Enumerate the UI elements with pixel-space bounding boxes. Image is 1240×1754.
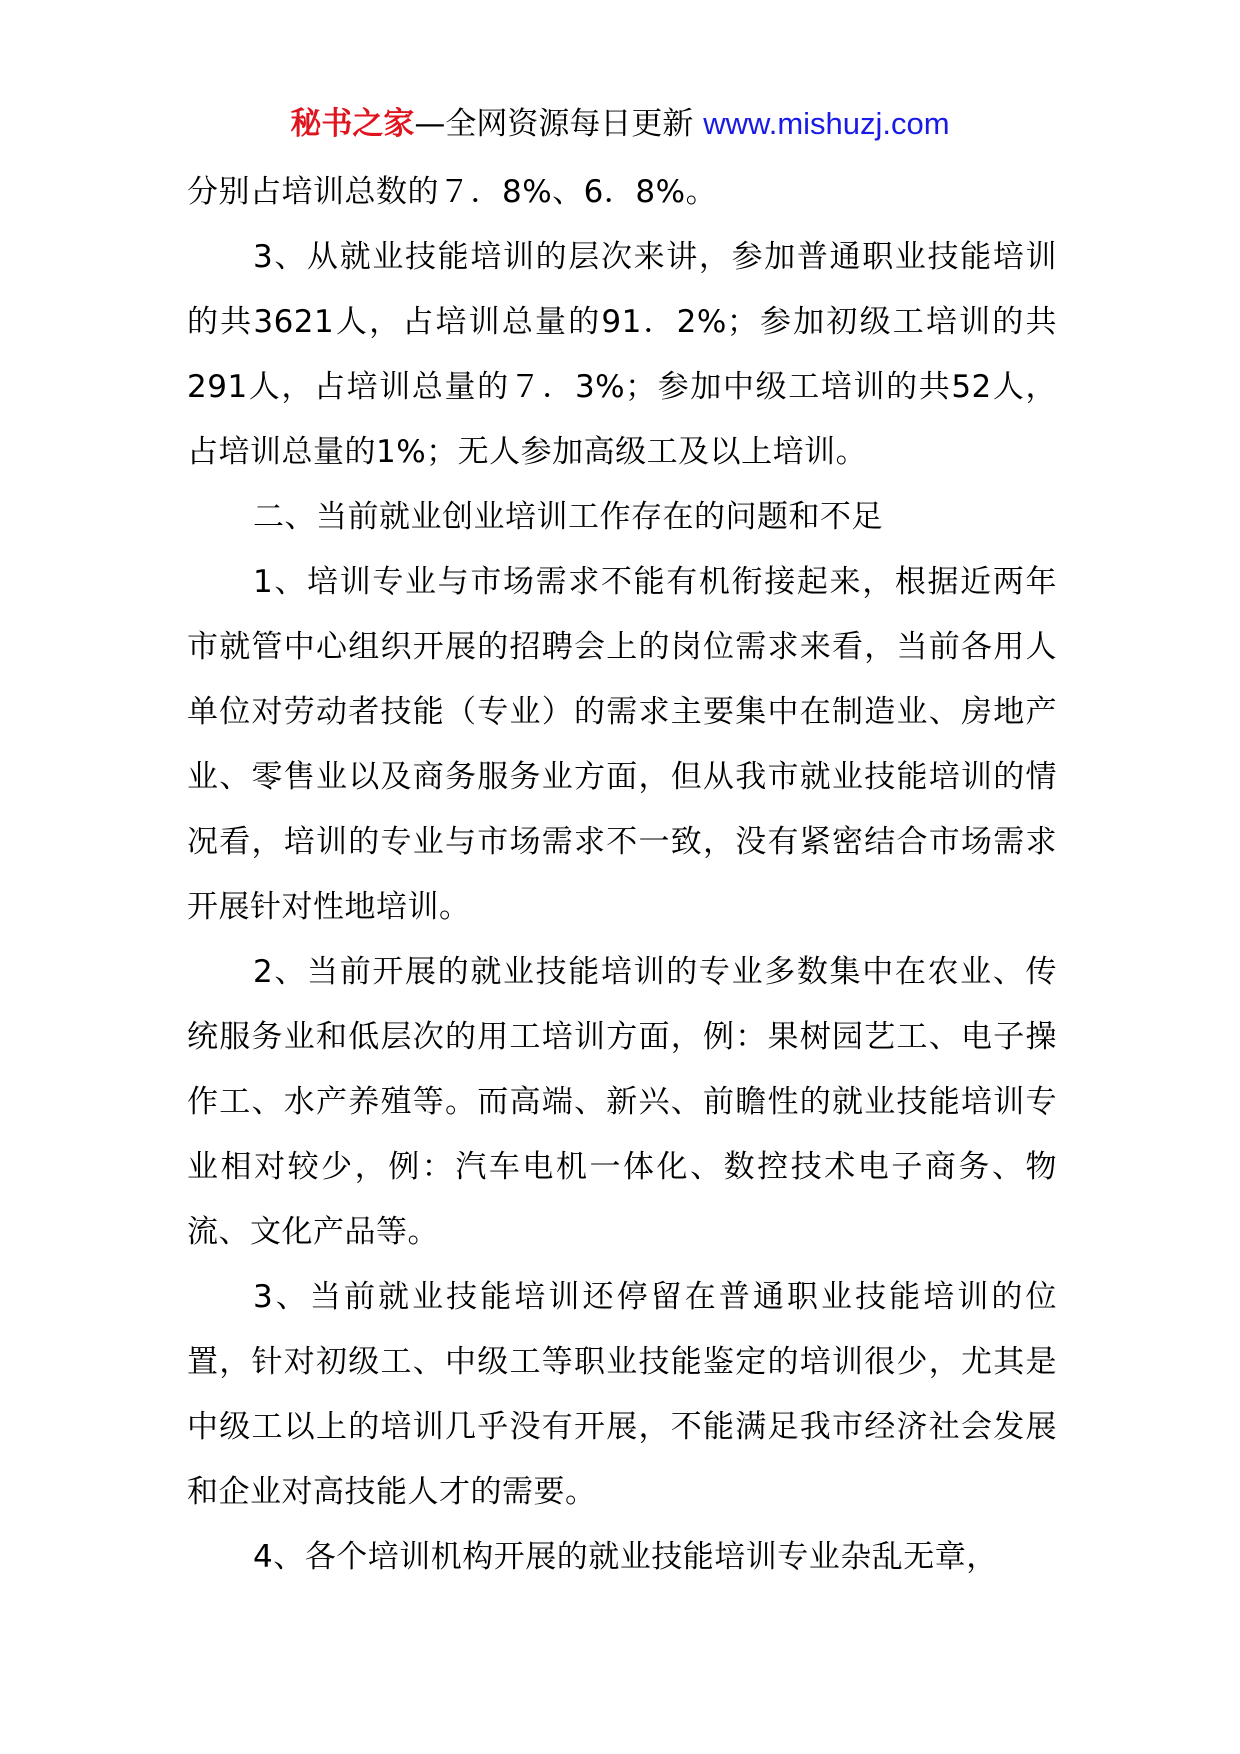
paragraph-continuation: 分别占培训总数的７．8%、6．8%。 bbox=[187, 174, 718, 210]
header-url-link[interactable]: www.mishuzj.com bbox=[703, 106, 950, 141]
paragraph-problem-2: 2、当前开展的就业技能培训的专业多数集中在农业、传统服务业和低层次的用工培训方面，例：果树园艺工、电子操作工、水产养殖等。而高端、新兴、前瞻性的就业技能培训专业相对较少，例：汽车电机一体化、数控技术电子商务、物流、文化产品等。 bbox=[187, 954, 1057, 1250]
paragraph-problem-4: 4、各个培训机构开展的就业技能培训专业杂乱无章， bbox=[253, 1539, 998, 1575]
paragraph-problem-3: 3、当前就业技能培训还停留在普通职业技能培训的位置，针对初级工、中级工等职业技能鉴定的培训很少，尤其是中级工以上的培训几乎没有开展，不能满足我市经济社会发展和企业对高技能人才的需要。 bbox=[187, 1279, 1057, 1510]
section-heading-problems: 二、当前就业创业培训工作存在的问题和不足 bbox=[253, 499, 883, 535]
paragraph-problem-1: 1、培训专业与市场需求不能有机衔接起来，根据近两年市就管中心组织开展的招聘会上的岗位需求来看，当前各用人单位对劳动者技能（专业）的需求主要集中在制造业、房地产业、零售业以及商务服务业方面，但从我市就业技能培训的情况看，培训的专业与市场需求不一致，没有紧密结合市场需求开展针对性地培训。 bbox=[187, 564, 1057, 925]
page-header bbox=[0, 102, 1240, 146]
header-tagline: —全网资源每日更新 bbox=[414, 106, 694, 142]
header-brand: 秘书之家 bbox=[290, 106, 415, 142]
document-body bbox=[187, 160, 1057, 1590]
paragraph-training-levels: 3、从就业技能培训的层次来讲，参加普通职业技能培训的共3621人，占培训总量的91．2%；参加初级工培训的共291人，占培训总量的７．3%；参加中级工培训的共52人，占培训总量的1%；无人参加高级工及以上培训。 bbox=[187, 239, 1057, 470]
